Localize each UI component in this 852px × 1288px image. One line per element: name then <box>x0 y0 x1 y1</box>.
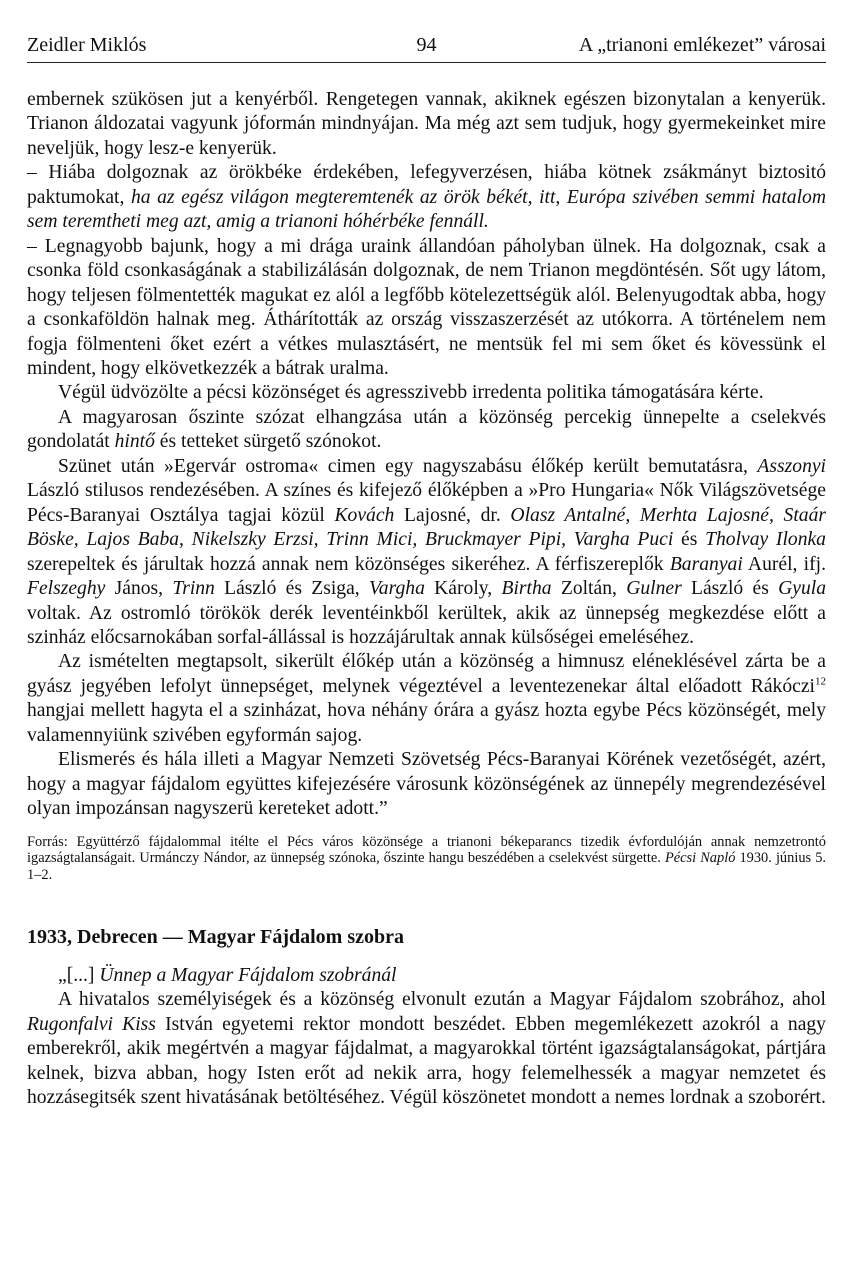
source-note: Forrás: Együttérző fájdalommal itélte el Pécs város közönsége a trianoni békeparancs tizedik évfordulóján annak nemzetrontó igazságtalanságait. Urmánczy Nándor, az ünnepség szónoka, őszinte hangu beszédében a cselekvést sürgette. Pécsi Napló 1930. június 5. 1–2. <box>27 833 826 884</box>
paragraph-9: A hivatalos személyiségek és a közönség elvonult ezután a Magyar Fájdalom szobrához, ahol Rugonfalvi Kiss István egyetemi rektor mondott beszédet. Ebben megemlékezett azokról a nagy emberekről, akik megértvén a magyar fájdalmat, a magyarokkal történt igazságtalanságokat, pártjára kelnek, bizva abban, hogy Isten erőt ad nekik arra, hogy felemelhessék a magyar nemzetet és hozzásegitsék szent hivatásának betöltéséhez. Végül köszönetet mondott a nemes lordnak a szoborért. <box>27 989 826 1109</box>
paragraph-2: – Hiába dolgoznak az örökbéke érdekében, lefegyverzésen, hiába kötnek zsákmányt biztositó paktumokat, ha az egész világon megteremtenék az örök békét, itt, Európa szivében semmi hatalom sem teremtheti meg azt, amig a trianoni hóhérbéke fennáll. <box>27 162 826 233</box>
footnote-ref: 12 <box>815 675 826 688</box>
page-body <box>27 88 826 1111</box>
header-author: Zeidler Miklós <box>27 34 147 56</box>
page-number: 94 <box>416 34 437 56</box>
paragraph-5: A magyarosan őszinte szózat elhangzása után a közönség percekig ünnepelte a cselekvés gondolatát hintő és tetteket sürgető szónokot. <box>27 406 826 453</box>
section-heading: 1933, Debrecen — Magyar Fájdalom szobra <box>27 925 404 948</box>
quote-title: „[...] Ünnep a Magyar Fájdalom szobránál <box>58 964 397 986</box>
paragraph-4: Végül üdvözölte a pécsi közönséget és agresszivebb irredenta politika támogatására kérte. <box>58 382 764 404</box>
running-header <box>27 30 826 60</box>
paragraph-8: Elismerés és hála illeti a Magyar Nemzeti Szövetség Pécs-Baranyai Körének vezetőségét, azért, hogy a magyar fájdalom együttes kifejezésére városunk közönségének az ünnepély megrendezésével olyan impozánsan nagyszerü kereteket adott.” <box>27 749 826 820</box>
header-rule <box>27 62 826 63</box>
paragraph-1: embernek szükösen jut a kenyérből. Rengetegen vannak, akiknek egészen bizonytalan a kenyerük. Trianon áldozatai vagyunk jóformán mindnyájan. Ma még azt sem tudjuk, hogy gyermekeinket mire neveljük, hogy lesz-e kenyerük. <box>27 89 826 159</box>
header-title: A „trianoni emlékezet” városai <box>578 34 826 56</box>
paragraph-7: Az ismételten megtapsolt, sikerült élőkép után a közönség a himnusz eléneklésével zárta be a gyász jegyében lefolyt ünnepséget, melynek végeztével a leventezenekar által előadott Rákóczi$^{12}$ hangjai mellett hagyta el a szinházat, hova néhány órára a gyász hozta egybe Pécs közönségét, mely valamennyiünk szivében egyformán sajog. <box>27 651 826 746</box>
paragraph-6: Szünet után »Egervár ostroma« cimen egy nagyszabásu élőkép került bemutatásra, Asszonyi László stilusos rendezésében. A színes és kifejező élőképben a »Pro Hungaria« Nők Világszövetsége Pécs-Baranyai Osztálya tagjai közül Kovách Lajosné, dr. Olasz Antalné, Merhta Lajosné, Staár Böske, Lajos Baba, Nikelszky Erzsi, Trinn Mici, Bruckmayer Pipi, Vargha Puci és Tholvay Ilonka szerepeltek és járultak hozzá annak nem közönséges sikeréhez. A férfiszereplők Baranyai Aurél, ifj. Felszeghy János, Trinn László és Zsiga, Vargha Károly, Birtha Zoltán, Gulner László és Gyula voltak. Az ostromló törökök derék leventéinkből kerültek, akik az ünnepség megkezdése előtt a szinház előcsarnokában sorfal-állással is hozzájárultak annak külsőségei emeléséhez. <box>27 455 826 648</box>
paragraph-3: – Legnagyobb bajunk, hogy a mi drága uraink állandóan páholyban ülnek. Ha dolgoznak, csak a csonka föld csonkaságának a stabilizálásán dolgoznak, de nem Trianon megdöntésén. Sőt ugy látom, hogy teljesen fölmentették magukat ez alól a legfőbb kötelezettségük alól. Belenyugodtak abba, hogy a csonkaföldön halnak meg. Áthárították az ország visszaszerzését az utókorra. A történelem nem fogja fölmenteni őket ezért a vétkes mulasztásért, ne mentsük fel mi sem őket és kövessünk el mindent, hogy elkövetkezzék a bátrak uralma. <box>27 235 826 379</box>
